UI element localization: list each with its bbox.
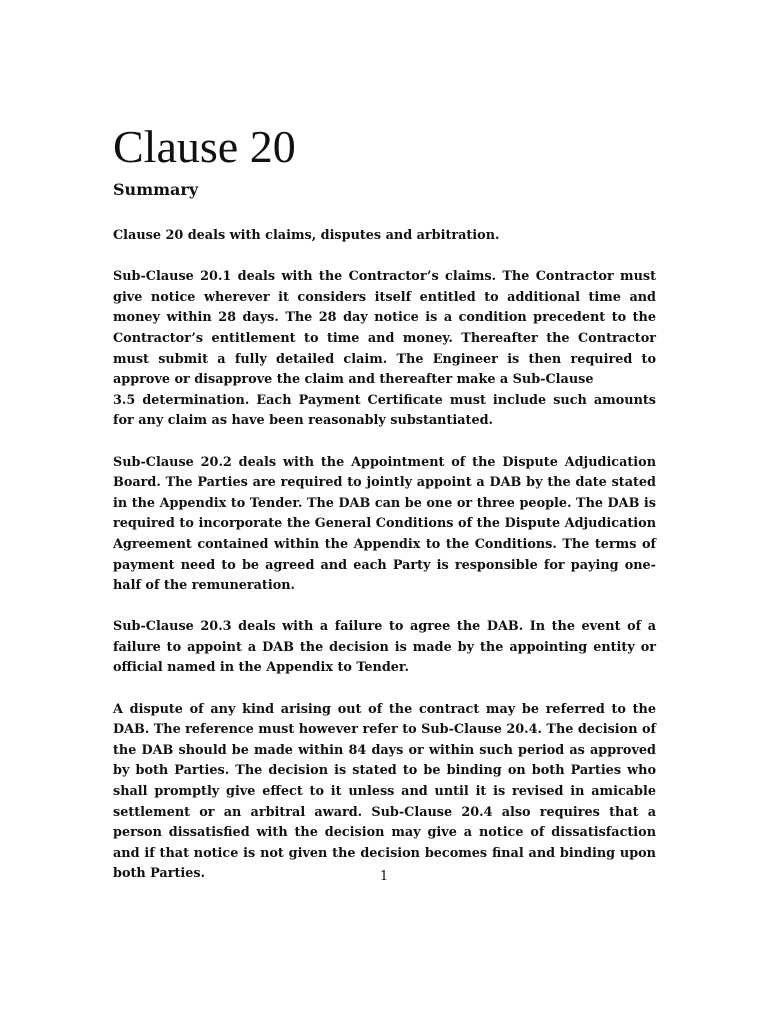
paragraph-intro: Clause 20 deals with claims, disputes and arbitration.: [113, 228, 500, 243]
paragraph-sub-clause-20-1-continued: 3.5 determination. Each Payment Certificate must include such amounts for any claim as have been reasonably substantiated.: [113, 392, 656, 429]
paragraph-group-20-1: [113, 267, 656, 432]
page-number: 1: [379, 869, 389, 884]
document-body: [113, 118, 656, 906]
paragraph-sub-clause-20-2: Sub-Clause 20.2 deals with the Appointment of the Dispute Adjudication Board. The Parties are required to jointly appoint a DAB by the date stated in the Appendix to Tender. The DAB can be one or three people. The DAB is required to incorporate the General Conditions of the Dispute Adjudication Agreement contained within the Appendix to the Conditions. The terms of payment need to be agreed and each Party is responsible for paying one-half of the remuneration.: [113, 454, 656, 594]
paragraph-sub-clause-20-3: Sub-Clause 20.3 deals with a failure to agree the DAB. In the event of a failure to appoint a DAB the decision is made by the appointing entity or official named in the Appendix to Tender.: [113, 619, 656, 676]
paragraph-sub-clause-20-1: Sub-Clause 20.1 deals with the Contractor’s claims. The Contractor must give notice wherever it considers itself entitled to additional time and money within 28 days. The 28 day notice is a condition precedent to the Contractor’s entitlement to time and money. Thereafter the Contractor must submit a fully detailed claim. The Engineer is then required to approve or disapprove the claim and thereafter make a Sub-Clause: [113, 269, 656, 388]
paragraph-dispute-referral: A dispute of any kind arising out of the contract may be referred to the DAB. The reference must however refer to Sub-Clause 20.4. The decision of the DAB should be made within 84 days or within such period as approved by both Parties. The decision is stated to be binding on both Parties who shall promptly give effect to it unless and until it is revised in amicable settlement or an arbitral award. Sub-Clause 20.4 also requires that a person dissatisfied with the decision may give a notice of dissatisfaction and if that notice is not given the decision becomes final and binding upon both Parties.: [113, 701, 656, 882]
section-heading: Summary: [113, 180, 199, 199]
page-title: Clause 20: [113, 121, 296, 172]
